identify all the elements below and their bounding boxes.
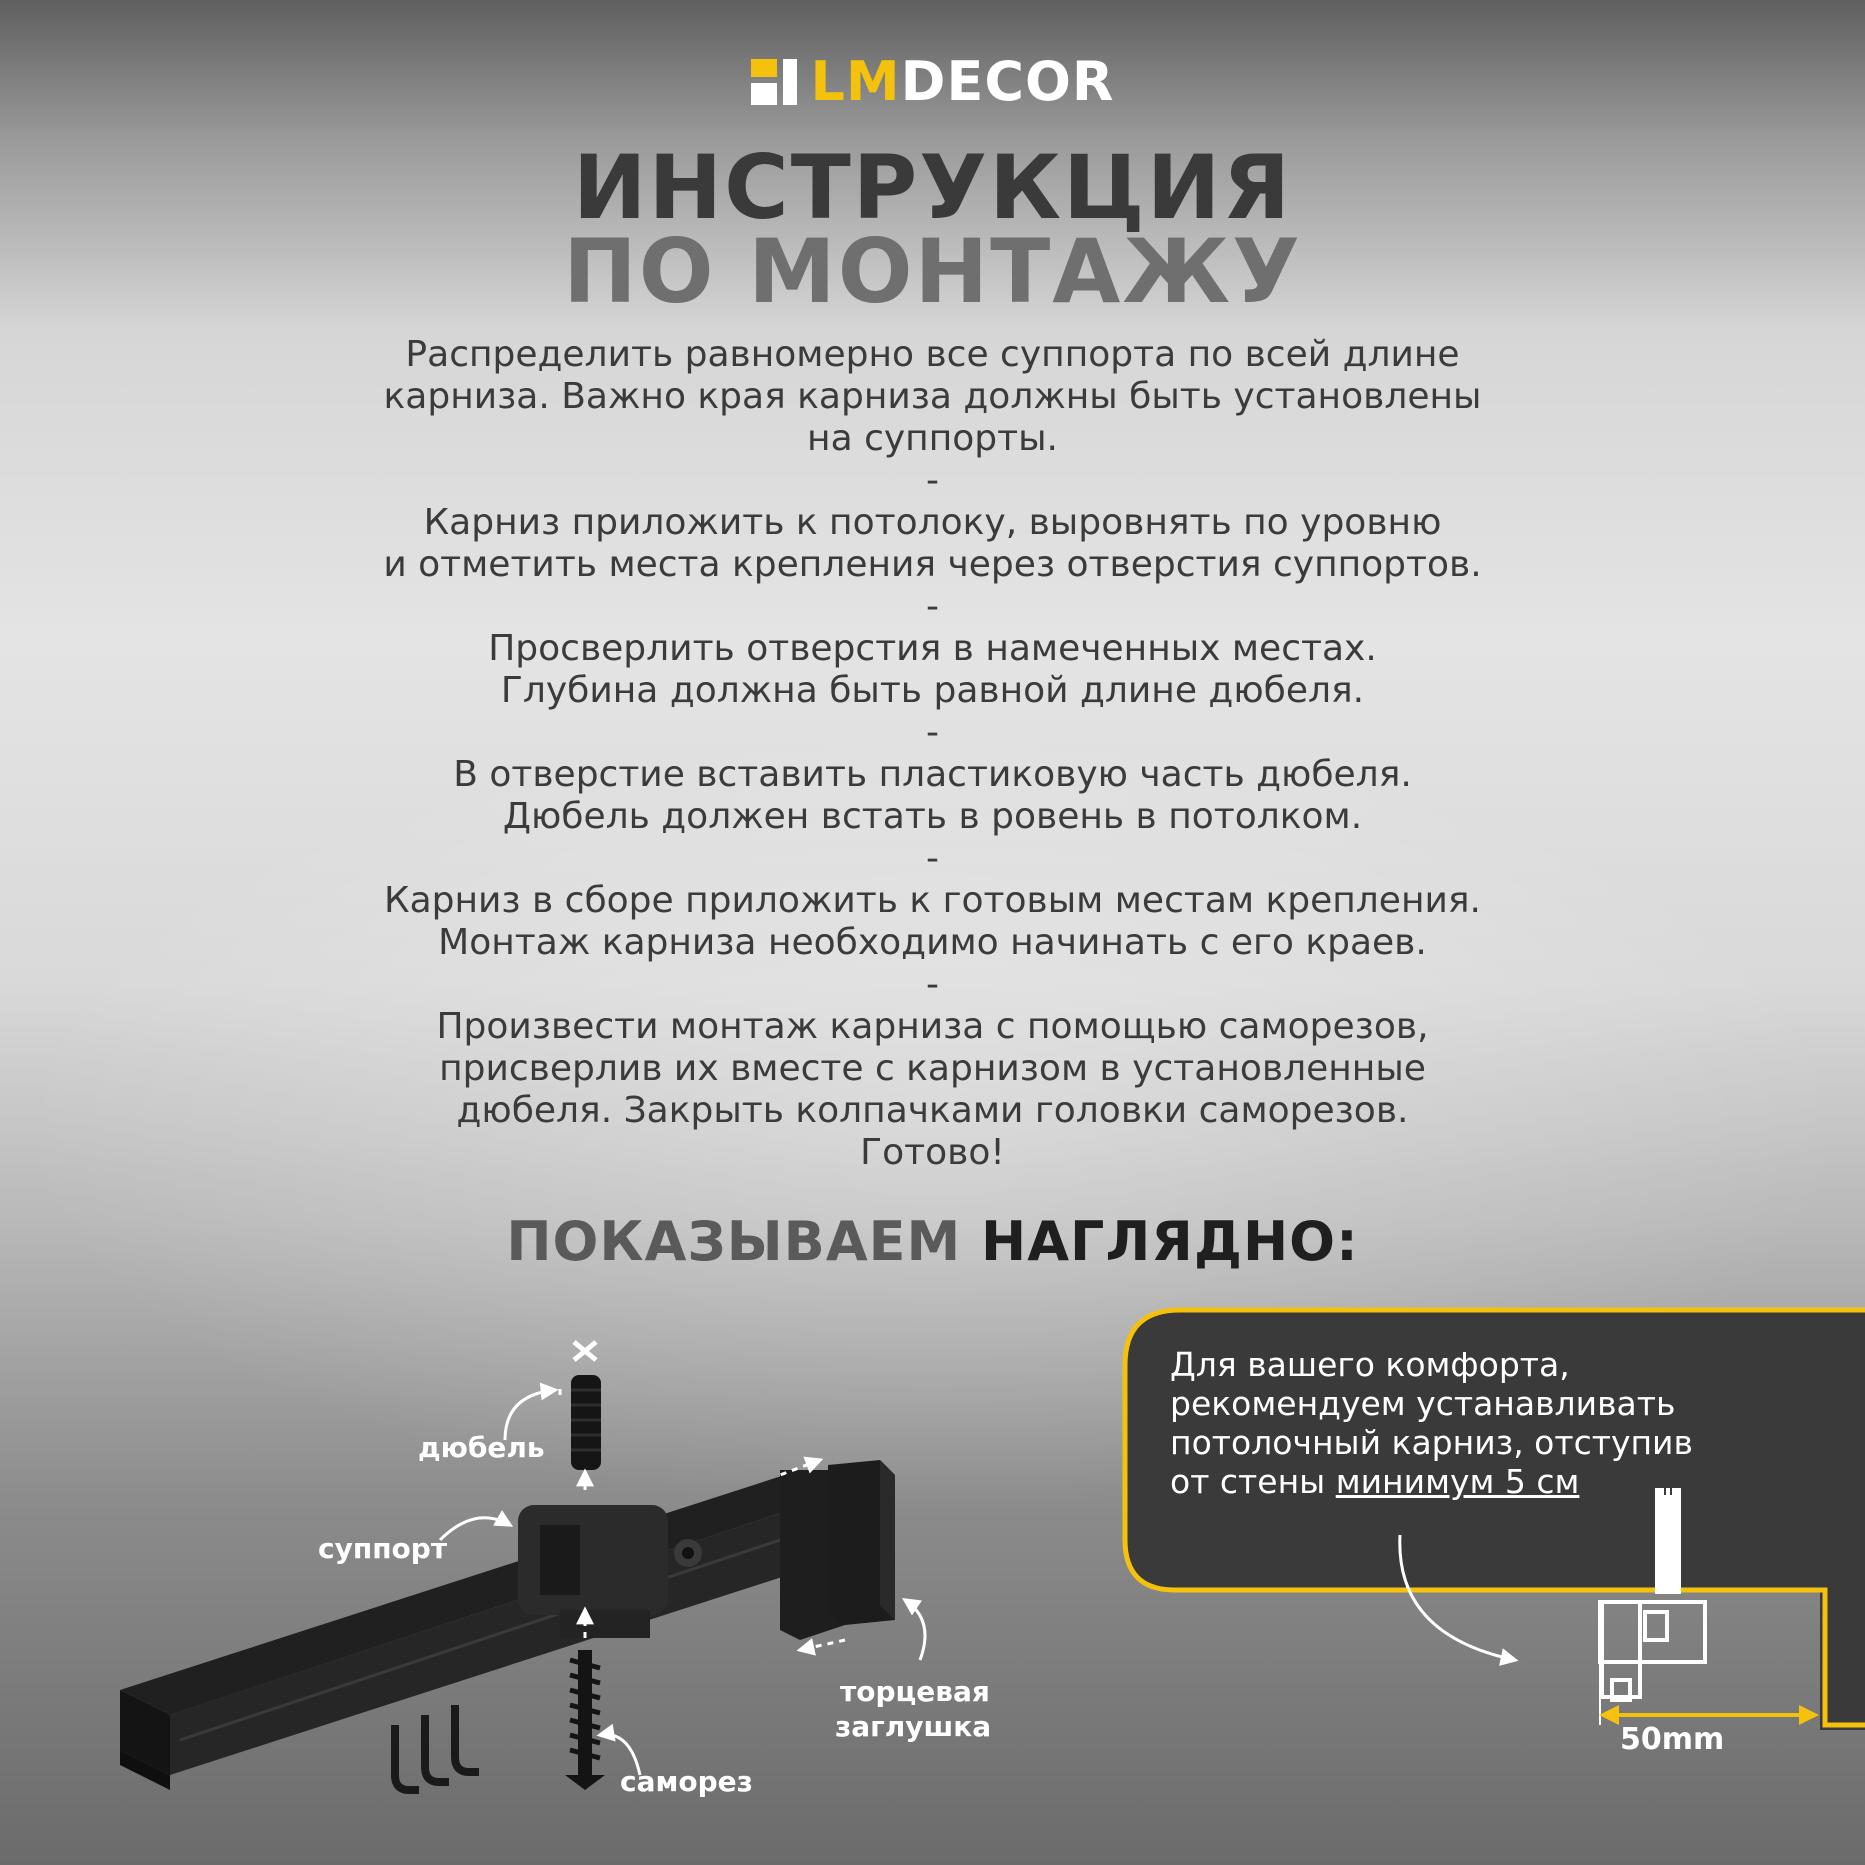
end-cap-label-line1: торцевая bbox=[840, 1675, 990, 1708]
end-cap-label-line2: заглушка bbox=[835, 1710, 992, 1743]
step-line: Просверлить отверстия в намеченных местах. bbox=[488, 628, 1377, 669]
step-4 bbox=[180, 754, 1685, 838]
step-line: Монтаж карниза необходимо начинать с его краев. bbox=[438, 922, 1427, 963]
instruction-steps bbox=[180, 334, 1685, 1174]
step-line: на суппорты. bbox=[807, 418, 1058, 459]
comfort-line4-prefix: от стены bbox=[1170, 1462, 1336, 1501]
comfort-line: потолочный карниз, отступив bbox=[1170, 1423, 1693, 1462]
page-title-line1: ИНСТРУКЦИЯ bbox=[572, 136, 1293, 239]
step-line: Карниз приложить к потолоку, выровнять по уровню bbox=[423, 502, 1442, 543]
step-line: карниза. Важно края карниза должны быть установлены bbox=[383, 376, 1482, 417]
runner-hooks-icon bbox=[395, 1705, 479, 1790]
comfort-line: рекомендуем устанавливать bbox=[1170, 1384, 1676, 1423]
step-6 bbox=[180, 1006, 1685, 1174]
logo-mark-icon bbox=[751, 59, 797, 105]
comfort-line: Для вашего комфорта, bbox=[1170, 1345, 1570, 1384]
screw-label: саморез bbox=[620, 1765, 753, 1798]
step-separator: - bbox=[926, 712, 939, 753]
step-separator: - bbox=[926, 964, 939, 1005]
step-line: В отверстие вставить пластиковую часть дюбеля. bbox=[453, 754, 1412, 795]
step-line: Карниз в сборе приложить к готовым местам крепления. bbox=[384, 880, 1481, 921]
step-separator: - bbox=[926, 838, 939, 879]
step-line: Глубина должна быть равной длине дюбеля. bbox=[500, 670, 1365, 711]
step-line: Распределить равномерно все суппорта по всей длине bbox=[405, 334, 1460, 375]
end-cap-icon bbox=[828, 1460, 895, 1625]
support-label: суппорт bbox=[318, 1532, 448, 1565]
section-subtitle bbox=[0, 1210, 1865, 1274]
step-line: присверлив их вместе с карнизом в установленные bbox=[439, 1048, 1426, 1089]
subtitle-part1: ПОКАЗЫВАЕМ bbox=[506, 1210, 962, 1273]
step-line: дюбеля. Закрыть колпачками головки саморезов. bbox=[456, 1090, 1409, 1131]
step-5 bbox=[180, 880, 1685, 964]
step-line: Готово! bbox=[860, 1132, 1005, 1173]
step-separator: - bbox=[926, 460, 939, 501]
comfort-line bbox=[1170, 1462, 1810, 1501]
logo-wordmark bbox=[810, 50, 1115, 113]
step-separator: - bbox=[926, 586, 939, 627]
step-line: и отметить места крепления через отверстия суппортов. bbox=[383, 544, 1482, 585]
logo-lm-text: LM bbox=[810, 50, 901, 113]
step-line: Произвести монтаж карниза с помощью саморезов, bbox=[436, 1006, 1429, 1047]
brand-logo bbox=[0, 52, 1865, 112]
step-2 bbox=[180, 502, 1685, 586]
dowel-icon bbox=[571, 1342, 601, 1470]
dowel-label: дюбель bbox=[418, 1431, 545, 1464]
minimum-distance-highlight: минимум 5 см bbox=[1335, 1462, 1580, 1501]
step-3 bbox=[180, 628, 1685, 712]
subtitle-part2: НАГЛЯДНО: bbox=[961, 1210, 1359, 1273]
comfort-recommendation bbox=[1170, 1345, 1810, 1501]
step-1 bbox=[180, 334, 1685, 460]
screw-icon bbox=[565, 1650, 605, 1790]
logo-decor-text: DECOR bbox=[900, 50, 1115, 113]
step-line: Дюбель должен встать в ровень в потолком. bbox=[502, 796, 1363, 837]
dimension-label: 50mm bbox=[1620, 1722, 1725, 1757]
page-title-line2: ПО МОНТАЖУ bbox=[563, 220, 1302, 323]
